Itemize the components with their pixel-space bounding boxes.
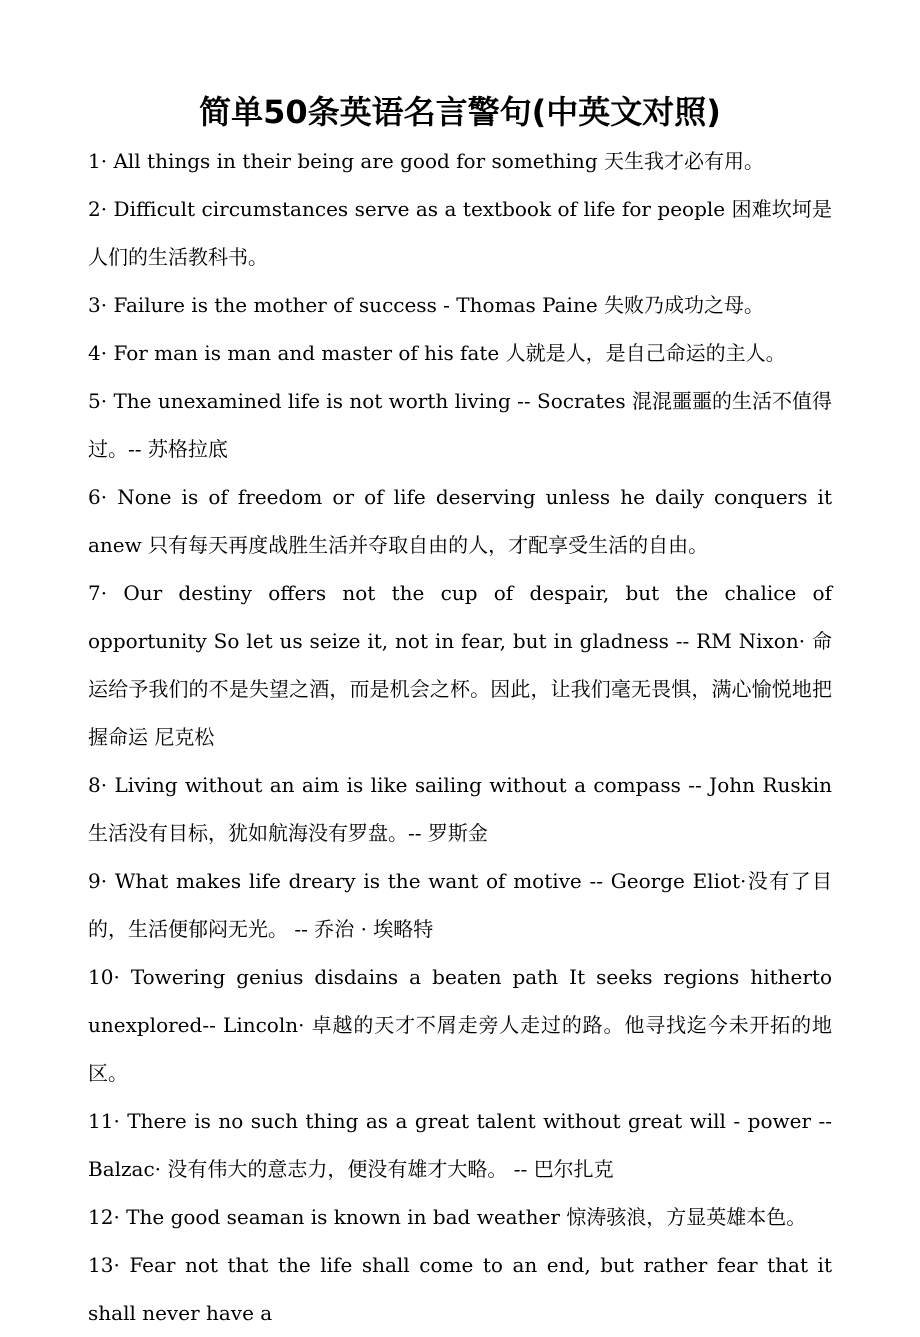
quote-entry-7: 7· Our destiny offers not the cup of despair, but the chalice of opportunity So let us seize it, not in fear, but in gladness -- RM Nixon· 命运给予我们的不是失望之酒，而是机会之杯。因此，让我们毫无畏惧，满心愉悦地把握命运 尼克松 — [88, 581, 832, 749]
quote-entry-11: 11· There is no such thing as a great talent without great will - power -- Balzac· 没有伟大的意志力，便没有雄才大略。 -- 巴尔扎克 — [88, 1109, 832, 1181]
quote-entry-8: 8· Living without an aim is like sailing without a compass -- John Ruskin 生活没有目标，犹如航海没有罗盘。-- 罗斯金 — [88, 773, 832, 845]
quote-entry-10: 10· Towering genius disdains a beaten path It seeks regions hitherto unexplored-- Lincoln· 卓越的天才不屑走旁人走过的路。他寻找迄今未开拓的地区。 — [88, 965, 832, 1085]
quote-entry-1: 1· All things in their being are good for something 天生我才必有用。 — [88, 149, 764, 173]
quote-list — [88, 137, 832, 1337]
quote-entry-6: 6· None is of freedom or of life deserving unless he daily conquers it anew 只有每天再度战胜生活并夺取自由的人，才配享受生活的自由。 — [88, 485, 832, 557]
document-title: 简单50条英语名言警句(中英文对照) — [199, 93, 721, 131]
quote-entry-2: 2· Difficult circumstances serve as a textbook of life for people 困难坎坷是人们的生活教科书。 — [88, 197, 832, 269]
quote-entry-5: 5· The unexamined life is not worth living -- Socrates 混混噩噩的生活不值得过。-- 苏格拉底 — [88, 389, 832, 461]
quote-entry-3: 3· Failure is the mother of success - Thomas Paine 失败乃成功之母。 — [88, 293, 765, 317]
quote-entry-13: 13· Fear not that the life shall come to an end, but rather fear that it shall never have a — [88, 1253, 832, 1325]
quote-entry-4: 4· For man is man and master of his fate 人就是人，是自己命运的主人。 — [88, 341, 786, 365]
quote-entry-12: 12· The good seaman is known in bad weather 惊涛骇浪，方显英雄本色。 — [88, 1205, 807, 1229]
quote-entry-9: 9· What makes life dreary is the want of motive -- George Eliot·没有了目的，生活便郁闷无光。 -- 乔治 · 埃略特 — [88, 869, 832, 941]
